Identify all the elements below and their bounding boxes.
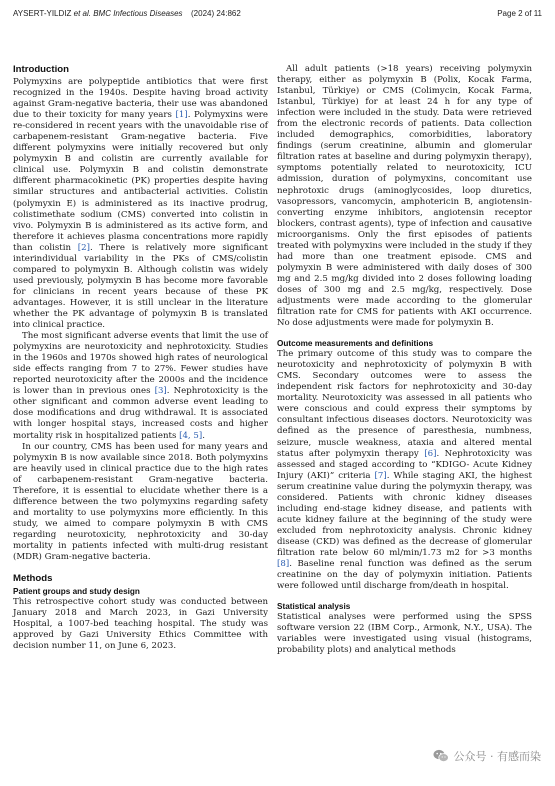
citation-link[interactable]: [2] [77,242,90,253]
statistical-analysis-heading: Statistical analysis [277,602,351,612]
statistics-paragraph: Statistical analyses were performed using the SPSS software version 22 (IBM Corp., Armonk, N.Y., USA). The variables were investigated using visual (histograms, probability plots) and analytical methods [277,612,532,656]
watermark [433,746,542,766]
introduction-heading: Introduction [13,64,69,75]
page-number: Page 2 of 11 [497,9,542,18]
left-column [13,64,268,652]
patient-groups-heading: Patient groups and study design [13,587,140,597]
outcome-heading: Outcome measurements and definitions [277,339,434,349]
intro-paragraph-2: The most significant adverse events that limit the use of polymyxins are neurotoxicity and nephrotoxicity. Studies in the 1960s and 1970s showed high rates of neurological side effects ranging from 7 to 27%. Fewer studies have reported neurotoxicity after the 2000s and the incidence is lower than in previous ones [3]. Nephrotoxicity is the other significant and common adverse event leading to dose modifications and drug withdrawal. It is associated with longer hospital stays, increased costs and higher mortality risk in hospitalized patients [4, 5]. [13,331,268,441]
intro-paragraph-3: In our country, CMS has been used for many years and polymyxin B is now available since 2018. Both polymyxins are heavily used in clinical practice due to the high rates of carbapenem-resistant Gram-negative bacteria. Therefore, it is essential to elucidate whether there is a difference between the two polymyxins regarding safety and mortality to use polymyxins more efficiently. In this study, we aimed to compare polymyxin B with CMS regarding neurotoxicity, nephrotoxicity and 30-day mortality in patients infected with multi-drug resistant (MDR) Gram-negative bacteria. [13,441,268,563]
header-author: AYSERT-YILDIZ et al. BMC Infectious Diseases [13,9,183,18]
citation-link[interactable]: [4, 5] [179,430,203,441]
methods-heading: Methods [13,573,53,585]
running-header [13,9,542,23]
wechat-icon [433,749,449,763]
citation-link[interactable]: [7] [374,470,387,481]
watermark-text: 公众号 · 有感而染 [453,750,541,763]
outcome-paragraph: The primary outcome of this study was to compare the neurotoxicity and nephrotoxicity of polymyxin B with CMS. Secondary outcomes were to assess the independent risk factors for nephrotoxicity and 30-day mortality. Neurotoxicity was assessed in all patients who were conscious and could express their symptoms by consultant infectious diseases doctors. Neurotoxicity was defined as the presence of paresthesia, numbness, seizure, muscle weakness, ataxia and altered mental status after polymyxin therapy [6]. Nephrotoxicity was assessed and staged according to “KDIGO- Acute Kidney Injury (AKI)” criteria [7]. While staging AKI, the highest serum creatinine value during the polymyxin therapy, was considered. Patients with chronic kidney diseases including end-stage kidney disease, and patients with acute kidney failure at the beginning of the study were excluded from nephrotoxicity analysis. Chronic kidney disease (CKD) was defined as the decrease of glomerular filtration rate below 60 ml/min/1.73 m2 for >3 months [8]. Baseline renal function was defined as the serum creatinine on the day of polymyxin initiation. Patients were followed until discharge from/death in hospital. [277,349,532,592]
intro-paragraph-1: Polymyxins are polypeptide antibiotics that were first recognized in the 1940s. Despite having broad activity against Gram-negative bacteria, their use was abandoned due to their toxicity for many years [1]. Polymyxins were re-considered in recent years with the unavoidable rise of carbapenem-resistant Gram-negative bacteria. Five different polymyxins were initially recovered but only polymyxin B and colistin are currently available for clinical use. Polymyxin B and colistin demonstrate different pharmacokinetic (PK) properties despite having similar structures and antibacterial activities. Colistin (polymyxin E) is administered as its inactive prodrug, colistimethate sodium (CMS) converted into colistin in vivo. Polymyxin B is administered as its active form, and therefore it achieves plasma concentrations more rapidly than colistin [2]. There is relatively more significant interindividual variability in the PKs of CMS/colistin compared to polymyxin B. Although colistin was widely used previously, polymyxin B has become more favorable for clinicians in recent years because of these PK advantages. However, it is still unclear in the literature whether the PK advantage of polymyxin B is translated into clinical practice. [13,77,268,331]
citation-link[interactable]: [8] [277,559,290,570]
citation-link[interactable]: [3] [154,386,167,397]
citation-link[interactable]: [6] [424,448,437,459]
methods-paragraph-1: This retrospective cohort study was conducted between January 2018 and March 2023, in Gazi University Hospital, a 1007-bed teaching hospital. The study was approved by Gazi University Ethics Committee with decision number 11, on June 6, 2023. [13,597,268,652]
header-citation: (2024) 24:862 [191,9,241,18]
citation-link[interactable]: [1] [175,110,188,121]
methods-paragraph-2: All adult patients (>18 years) receiving polymyxin therapy, either as polymyxin B (Polix, Kocak Farma, Istanbul, Türkiye) or CMS (Colimycin, Kocak Farma, Istanbul, Türkiye) for at least 24 h for any type of infection were included in the study. Data were retrieved from the electronic records of patients. Data collection included demographics, comorbidities, laboratory findings (serum creatinine, albumin and glomerular filtration rates at baseline and during polymyxin therapy), symptoms potentially related to neurotoxicity, ICU admission, duration of polymyxins, concomitant use nephrotoxic drugs (aminoglycosides, loop diuretics, vasopressors, vancomycin, amphotericin B, angiotensin-converting enzyme inhibitors, angiotensin receptor blockers, contrast agents), type of infection and causative microorganisms. Only the first episodes of patients treated with polymyxins were included in the study if they had more than one treatment episode. CMS and polymyxin B were administered with daily doses of 300 mg and 2.5 mg/kg divided into 2 doses following loading doses of 300 mg and 2.5 mg/kg, respectively. Dose adjustments were made according to the glomerular filtration rate for CMS for patients with AKI occurrence. No dose adjustments were made for polymyxin B. [277,64,532,329]
right-column [277,64,532,656]
